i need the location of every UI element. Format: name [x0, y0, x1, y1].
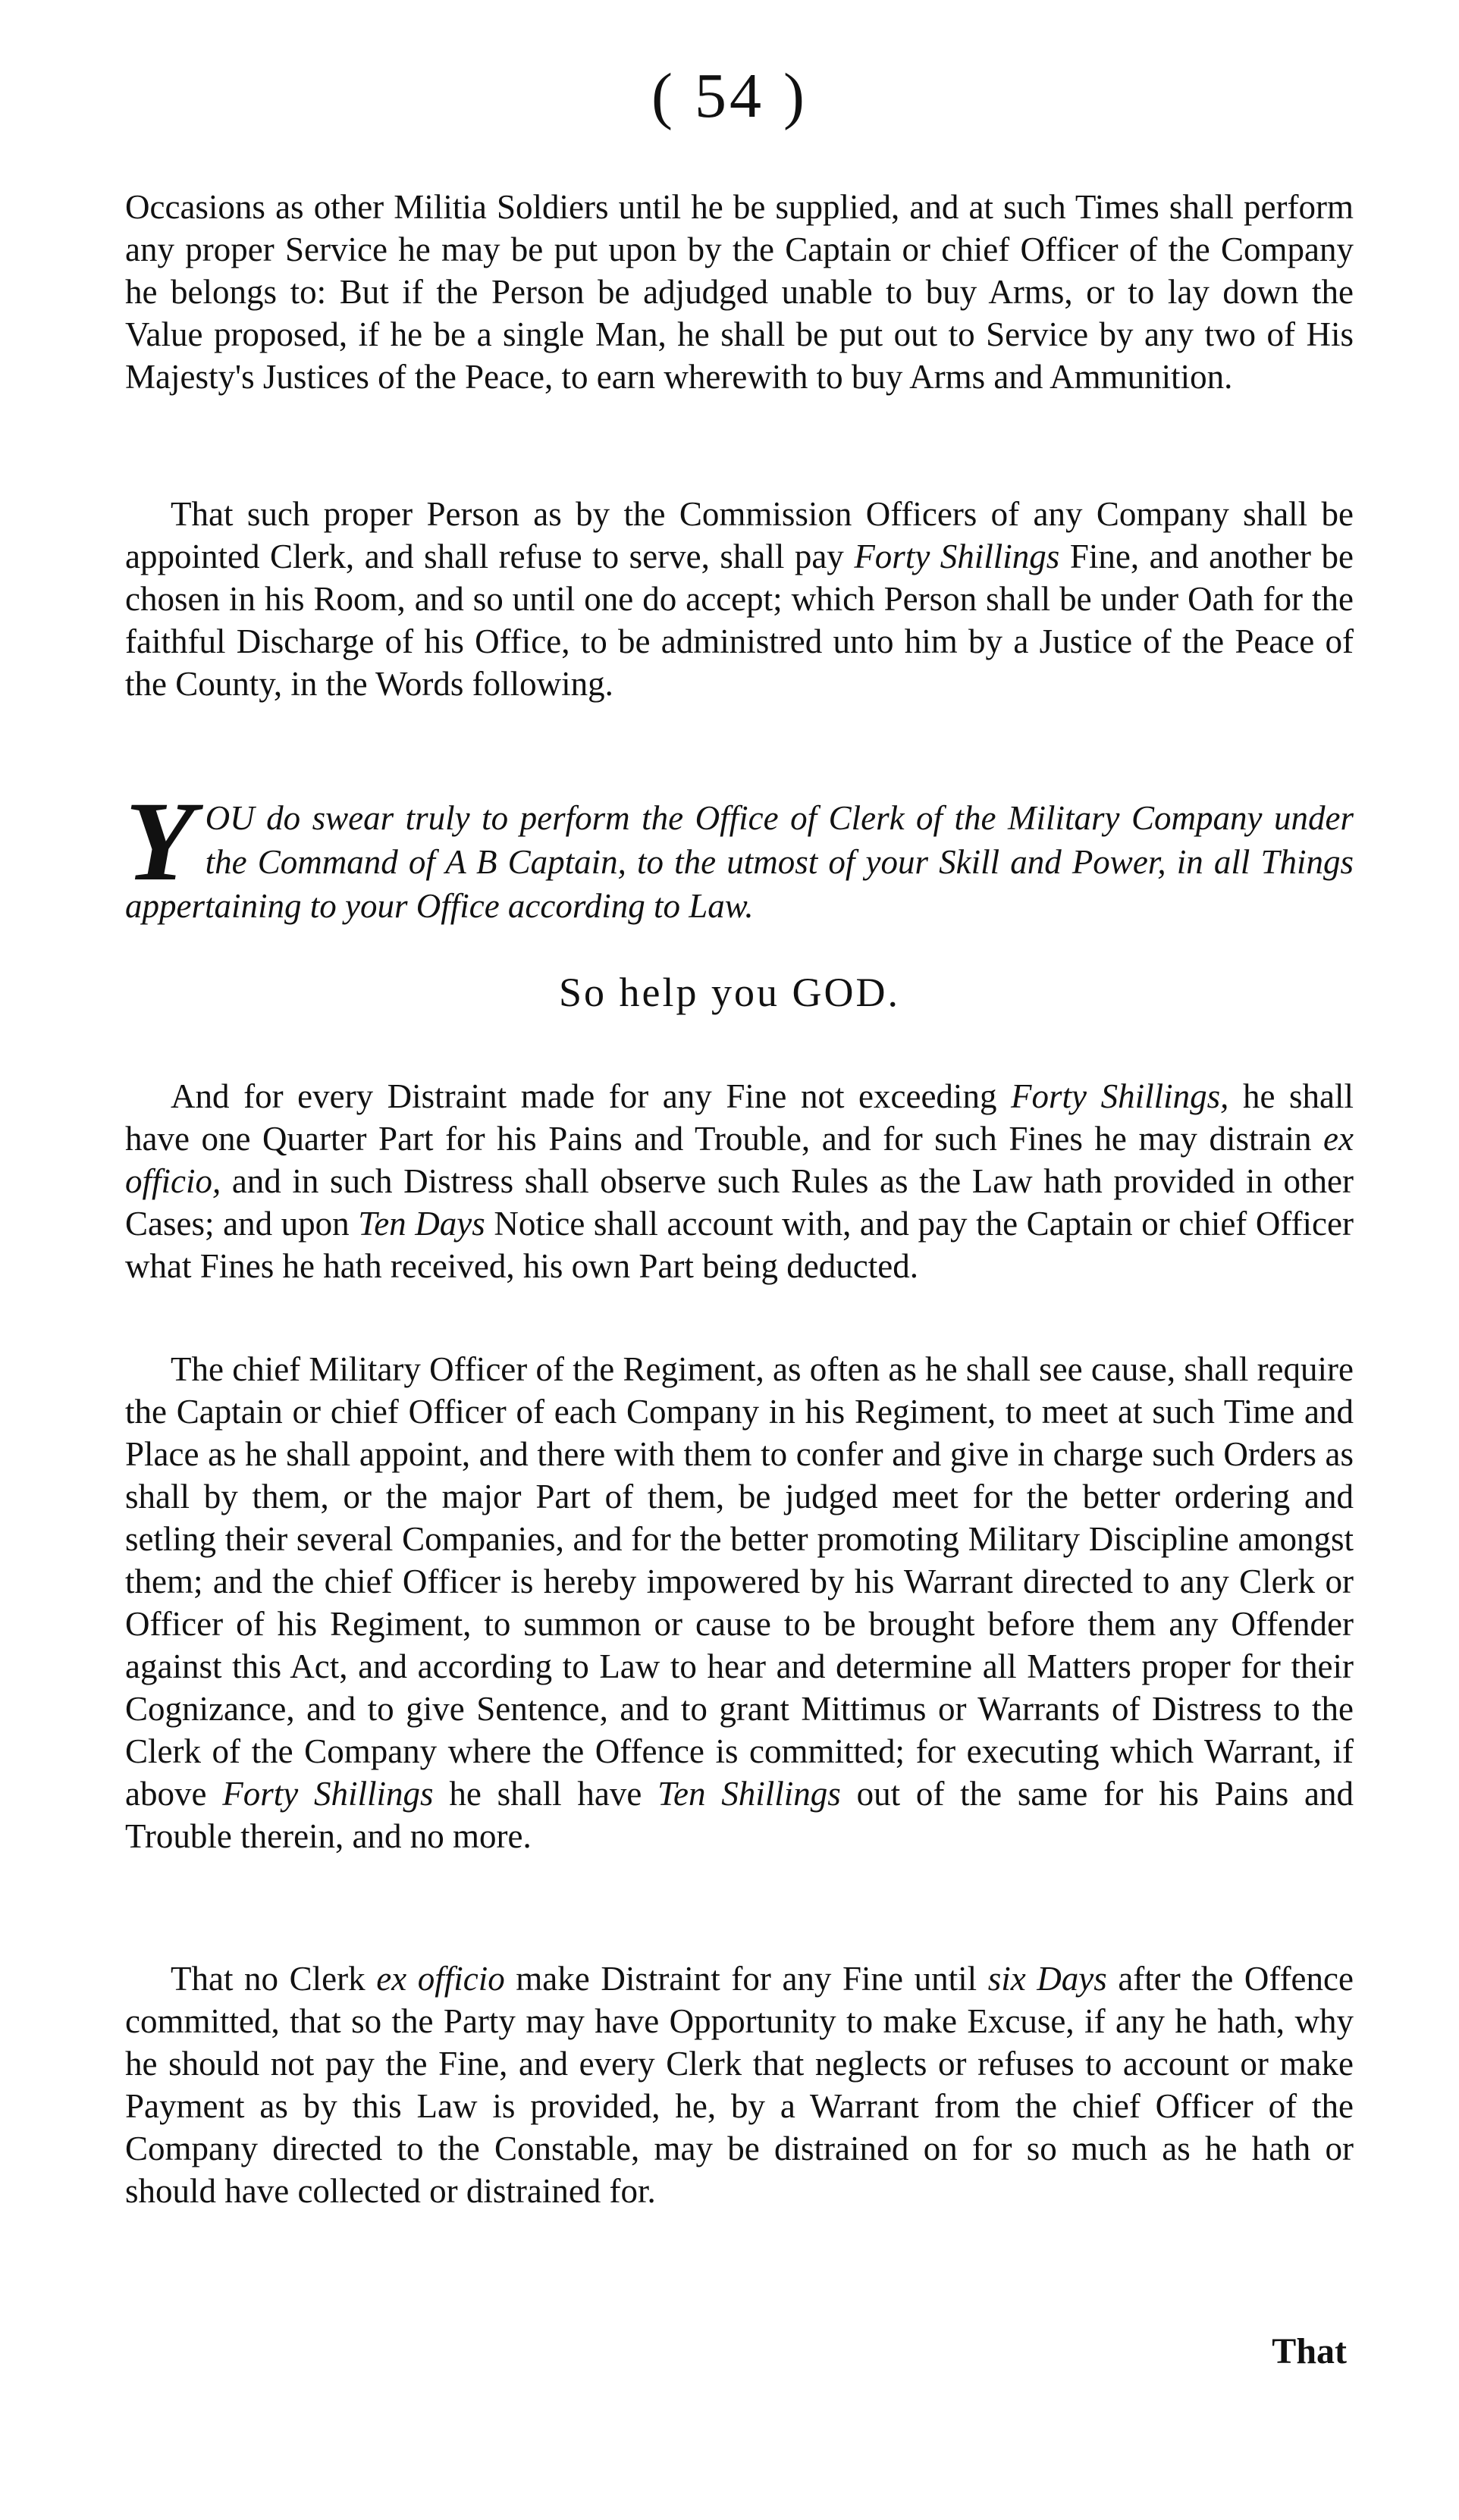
- paragraph-text: That such proper Person as by the Commission Officers of any Company shall be appointed Clerk, and shall refuse to serve, shall pay: [125, 495, 1354, 575]
- paragraph-occasions: [125, 186, 1354, 398]
- paragraph-chief-officer: [125, 1348, 1354, 1857]
- paragraph-text-italic: Ten Shillings: [657, 1775, 841, 1813]
- oath-text: OU do swear truly to perform the Office of Clerk of the Military Company under the Command of A B Captain, to the utmost of your Skill and Power, in all Things appertaining to your Office according to Law.: [125, 799, 1354, 925]
- oath-block: [125, 779, 1354, 928]
- catchword: That: [1272, 2331, 1347, 2371]
- paragraph-text: out of the same for his Pains and Trouble therein, and no more.: [125, 1775, 1354, 1855]
- paragraph-text: and in such Distress shall observe such Rules as the Law hath provided in other Cases; and upon: [125, 1162, 1354, 1243]
- paragraph-text: Notice shall account with, and pay the Captain or chief Officer what Fines he hath received, his own Part being deducted.: [125, 1205, 1354, 1285]
- paragraph-text-italic: Forty Shillings: [854, 538, 1060, 575]
- paragraph-text-italic: Ten Days: [358, 1205, 485, 1243]
- paragraph-text-italic: six Days: [987, 1960, 1107, 1998]
- paragraph-text-italic: Forty Shillings,: [1011, 1077, 1229, 1115]
- paragraph-text: And for every Distraint made for any Fine not exceeding: [171, 1077, 1012, 1115]
- paragraph-text-italic: ex officio,: [125, 1120, 1354, 1200]
- page-number: ( 54 ): [651, 61, 808, 131]
- paragraph-text: after the Offence committed, that so the Party may have Opportunity to make Excuse, if any he hath, why he should not pay the Fine, and every Clerk that neglects or refuses to account or make Payment as by this Law is provided, he, by a Warrant from the chief Officer of the Company directed to the Constable, may be distrained on for so much as he hath or should have collected or distrained for.: [125, 1960, 1354, 2210]
- paragraph-text: he shall have: [433, 1775, 658, 1813]
- paragraph-text: Occasions as other Militia Soldiers until he be supplied, and at such Times shall perform any proper Service he may be put upon by the Captain or chief Officer of the Company he belongs to: But if the Person be adjudged unable to buy Arms, or to lay down the Value proposed, if he be a single Man, he shall be put out to Service by any two of His Majesty's Justices of the Peace, to earn wherewith to buy Arms and Ammunition.: [125, 188, 1354, 396]
- oath-dropcap: Y: [125, 779, 195, 904]
- paragraph-text: make Distraint for any Fine until: [504, 1960, 988, 1998]
- paragraph-text: The chief Military Officer of the Regiment, as often as he shall see cause, shall require the Captain or chief Officer of each Company in his Regiment, to meet at such Time and Place as he shall appoint, and there with them to confer and give in charge such Orders as shall by them, or the major Part of them, be judged meet for the better ordering and setling their several Companies, and for the better promoting Military Discipline amongst them; and the chief Officer is hereby impowered by his Warrant directed to any Clerk or Officer of his Regiment, to summon or cause to be brought before them any Offender against this Act, and according to Law to hear and determine all Matters proper for their Cognizance, and to give Sentence, and to grant Mittimus or Warrants of Distress to the Clerk of the Company where the Offence is committed; for executing which Warrant, if above: [125, 1350, 1354, 1813]
- paragraph-text-italic: ex officio: [376, 1960, 505, 1998]
- paragraph-text: he shall have one Quarter Part for his Pains and Trouble, and for such Fines he may distrain: [125, 1077, 1354, 1158]
- so-help-you-god: So help you GOD.: [559, 970, 900, 1015]
- paragraph-clerk-ex-officio: [125, 1957, 1354, 2212]
- paragraph-text: Fine, and another be chosen in his Room, and so until one do accept; which Person shall be under Oath for the faithful Discharge of his Office, to be administred unto him by a Justice of the Peace of the County, in the Words following.: [125, 538, 1354, 703]
- paragraph-clerk-appointment: [125, 493, 1354, 705]
- paragraph-text: That no Clerk: [171, 1960, 377, 1998]
- paragraph-distraint: [125, 1075, 1354, 1287]
- paragraph-text-italic: Forty Shillings: [222, 1775, 434, 1813]
